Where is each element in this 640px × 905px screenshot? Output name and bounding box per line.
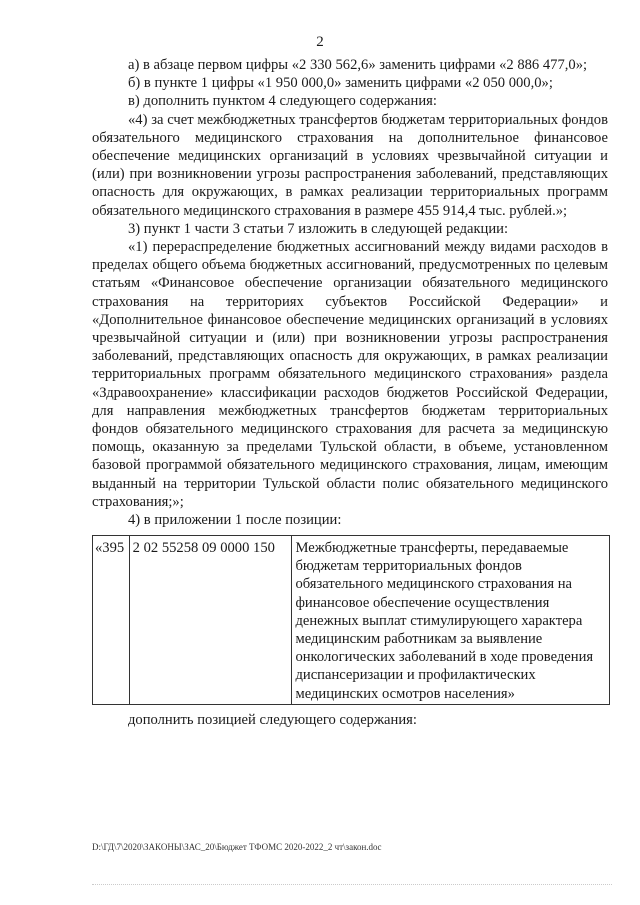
admin-code-cell: «395	[93, 536, 130, 705]
paragraph-point-4: 4) в приложении 1 после позиции:	[128, 512, 342, 529]
budget-code-cell: 2 02 55258 09 0000 150	[129, 536, 292, 705]
document-body	[92, 56, 608, 529]
paragraph-point-3: 3) пункт 1 части 3 статьи 7 изложить в следующей редакции:	[128, 220, 509, 237]
after-table-text: дополнить позицией следующего содержания:	[128, 712, 417, 728]
paragraph-c: в) дополнить пунктом 4 следующего содержания:	[128, 93, 437, 110]
scan-line	[92, 884, 612, 887]
footer-file-path: D:\ГД\7\2020\ЗАКОНЫ\ЗАС_20\Бюджет ТФОМС 2020-2022_2 чт\закон.doc	[92, 842, 382, 852]
page-number: 2	[316, 34, 324, 50]
paragraph-a: а) в абзаце первом цифры «2 330 562,6» заменить цифрами «2 886 477,0»;	[128, 57, 588, 73]
paragraph-b: б) в пункте 1 цифры «1 950 000,0» заменить цифрами «2 050 000,0»;	[128, 75, 553, 92]
budget-code-table	[92, 535, 610, 705]
paragraph-item-1: «1) перераспределение бюджетных ассигнований между видами расходов в пределах общего объема бюджетных ассигнований, предусмотренных по целевым статьям «Финансовое обеспечение организации обязательного медицинского страхования на территориях субъектов Российской Федерации» и «Дополнительное финансовое обеспечение медицинских организаций в условиях чрезвычайной ситуации и (или) при возникновении угрозы распространения заболеваний, представляющих опасность для окружающих, в рамках реализации территориальных программ обязательного медицинского страхования» раздела «Здравоохранение» классификации расходов бюджетов Российской Федерации, для направления межбюджетных трансфертов бюджетам территориальных фондов обязательного медицинского страхования для расчета за медицинскую помощь, оказанную за пределами Тульской области, в объеме, установленном базовой программой обязательного медицинского страхования, лицам, имеющим выданный на территории Тульской области полис обязательного медицинского страхования;»;	[92, 239, 608, 510]
paragraph-item-4: «4) за счет межбюджетных трансфертов бюджетам территориальных фондов обязательного медицинского страхования на дополнительное финансовое обеспечение медицинских организаций в условиях чрезвычайной ситуации и (или) при возникновении угрозы распространения заболеваний, представляющих опасность для окружающих, в рамках реализации территориальных программ обязательного медицинского страхования в размере 455 914,4 тыс. рублей.»;	[92, 111, 608, 219]
table-row	[93, 536, 610, 705]
description-cell: Межбюджетные трансферты, передаваемые бюджетам территориальных фондов обязательного медицинского страхования на финансовое обеспечение осуществления денежных выплат стимулирующего характера медицинским работникам за выявление онкологических заболеваний в ходе проведения диспансеризации и профилактических медицинских осмотров населения»	[292, 536, 610, 705]
